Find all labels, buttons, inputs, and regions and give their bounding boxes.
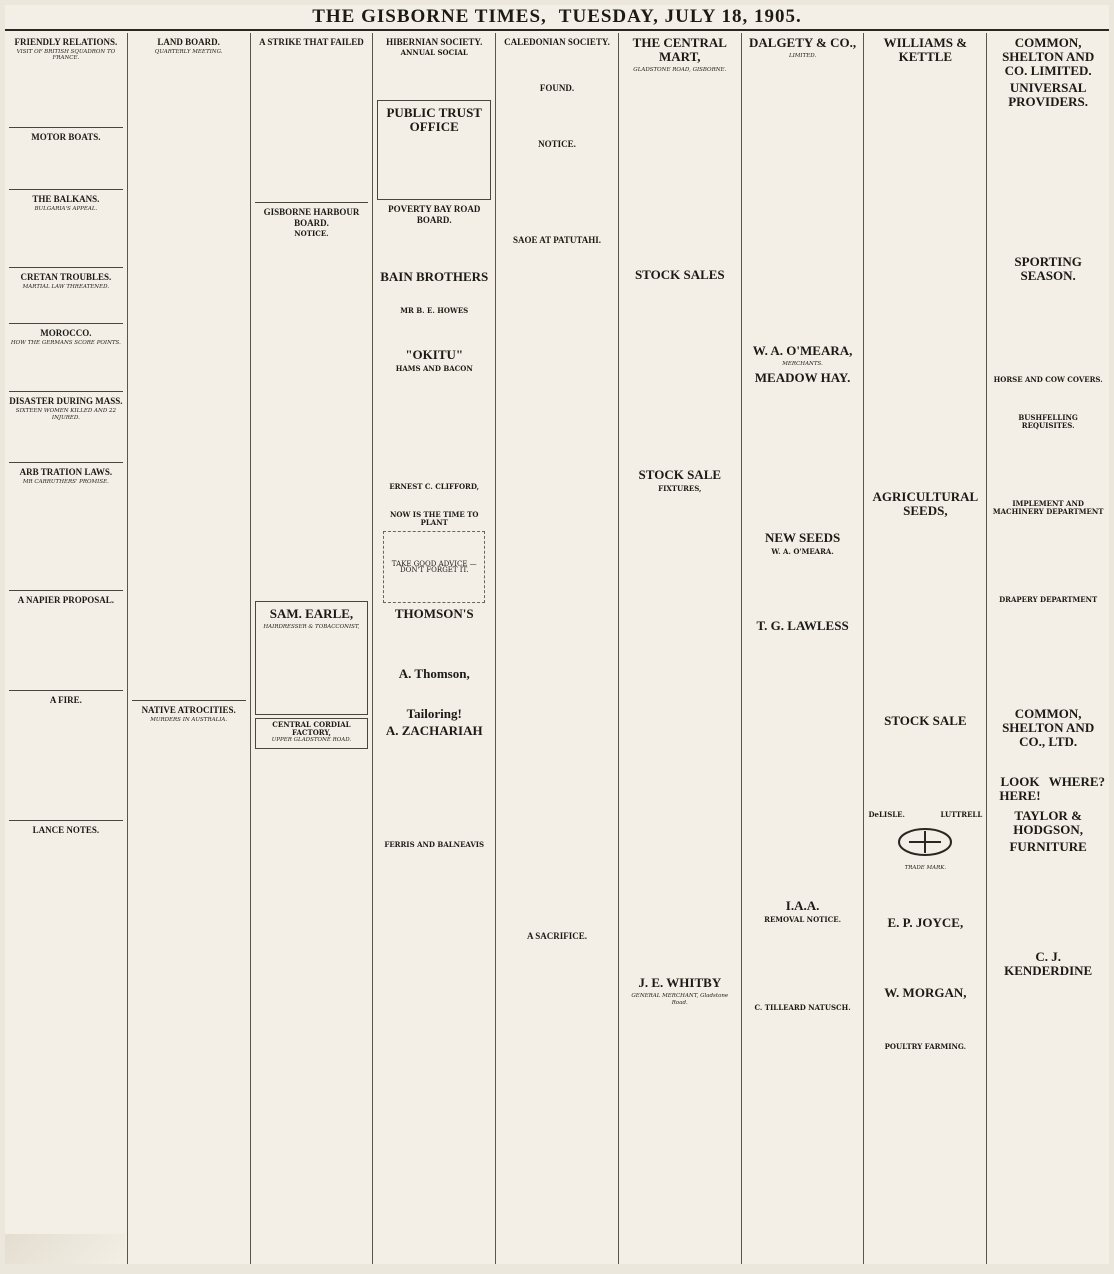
ad-title: THE CENTRAL MART,	[632, 35, 727, 64]
headline: FRIENDLY RELATIONS.	[14, 37, 118, 47]
trademark-row	[868, 811, 982, 819]
newspaper-page	[5, 5, 1109, 1264]
ad-subtitle: LIMITED.	[788, 53, 817, 59]
headline: DISASTER DURING MASS.	[9, 396, 123, 407]
ad-title: BUSHFELLING REQUISITES.	[1018, 413, 1078, 430]
headline: A FIRE.	[49, 695, 82, 706]
column-3	[251, 33, 374, 1264]
headline: POVERTY BAY ROAD BOARD.	[388, 204, 481, 225]
subheadline: VISIT OF BRITISH SQUADRON TO FRANCE.	[16, 49, 116, 62]
headline: ARB TRATION LAWS.	[19, 467, 113, 478]
headline: THE BALKANS.	[32, 193, 100, 204]
headline: MOROCCO.	[40, 328, 92, 339]
subheadline: QUARTERLY MEETING.	[154, 49, 223, 55]
ad-subtitle: GLADSTONE ROAD, GISBORNE.	[633, 67, 727, 73]
ad-title: STOCK SALES	[634, 267, 725, 283]
ad-title: COMMON, SHELTON AND CO., LTD.	[1002, 706, 1095, 749]
ad-title: BAIN BROTHERS	[380, 269, 489, 284]
brand-name: DeLISLE.	[868, 810, 905, 819]
subheadline: HOW THE GERMANS SCORE POINTS.	[10, 340, 121, 347]
ad-title: IMPLEMENT AND MACHINERY DEPARTMENT	[992, 499, 1104, 516]
ad-subtitle: UPPER GLADSTONE ROAD.	[271, 737, 352, 744]
look-here-row	[991, 772, 1105, 806]
headline: NATIVE ATROCITIES.	[141, 705, 236, 716]
ad-subtitle: FIXTURES,	[658, 484, 702, 494]
ad-subtitle: W. A. O'MEARA.	[771, 546, 834, 556]
ad-title: C. TILLEARD NATUSCH.	[754, 1002, 851, 1012]
ad-title: MR B. E. HOWES	[400, 306, 469, 315]
masthead	[5, 5, 1109, 31]
ad-title: NEW SEEDS	[764, 529, 841, 545]
subheadline: MR CARRUTHERS' PROMISE.	[22, 479, 109, 486]
ad-title: "OKITU"	[405, 347, 464, 362]
subheadline: SIXTEEN WOMEN KILLED AND 22 INJURED.	[15, 408, 116, 421]
ad-subtitle: MERCHANTS.	[782, 361, 823, 368]
subheadline: MURDERS IN AUSTRALIA.	[150, 717, 228, 724]
ad-title: LOOK HERE!	[999, 774, 1041, 803]
ad-title: THOMSON'S	[394, 606, 474, 621]
headline: A STRIKE THAT FAILED	[259, 37, 364, 47]
ad-title: STOCK SALE	[884, 713, 967, 728]
ad-title: ERNEST C. CLIFFORD,	[389, 482, 480, 491]
ad-title: A. Thomson,	[398, 666, 470, 681]
ad-cordial-factory	[255, 718, 369, 748]
ad-title: NOW IS THE TIME TO PLANT	[390, 510, 479, 527]
ad-subtitle: HAIRDRESSER & TOBACCONIST,	[263, 624, 360, 630]
columns	[5, 33, 1109, 1264]
ad-title: W. MORGAN,	[884, 985, 967, 1001]
column-8	[864, 33, 987, 1264]
ad-title: C. J. KENDERDINE	[1004, 949, 1093, 978]
ad-title: DRAPERY DEPARTMENT	[999, 595, 1098, 604]
trade-mark-emblem	[888, 822, 962, 862]
masthead-title: THE GISBORNE TIMES,	[312, 6, 547, 27]
headline: GISBORNE HARBOUR BOARD.	[263, 207, 360, 228]
ad-title: AGRICULTURAL SEEDS,	[872, 489, 979, 518]
headline: CRETAN TROUBLES.	[20, 271, 112, 282]
column-1	[5, 33, 128, 1264]
masthead-date: TUESDAY, JULY 18, 1905.	[558, 6, 802, 27]
headline: A NAPIER PROPOSAL.	[17, 595, 115, 606]
headline: LANCE NOTES.	[32, 825, 100, 836]
column-5	[496, 33, 619, 1264]
ad-title: TAYLOR & HODGSON,	[1013, 808, 1083, 837]
ad-title: SAM. EARLE,	[269, 606, 354, 621]
ad-title: W. A. O'MEARA,	[752, 343, 853, 359]
ad-title: J. E. WHITBY	[638, 975, 722, 991]
column-9	[987, 33, 1109, 1264]
ad-title: MEADOW HAY.	[754, 369, 851, 385]
ad-title: STOCK SALE	[638, 467, 722, 483]
subheadline: BULGARIA'S APPEAL.	[34, 205, 98, 212]
column-6	[619, 33, 742, 1264]
ad-title: UNIVERSAL PROVIDERS.	[1008, 80, 1089, 109]
ad-title: DALGETY & CO.,	[749, 35, 857, 50]
trade-mark-label: TRADE MARK.	[904, 865, 947, 871]
ad-title: E. P. JOYCE,	[887, 915, 964, 931]
ad-public-trust	[377, 100, 491, 200]
notice-label: NOTICE.	[294, 229, 329, 238]
column-7	[742, 33, 865, 1264]
ad-subtitle: GENERAL MERCHANT, Gladstone Road.	[631, 993, 729, 1006]
advice-illustration: TAKE GOOD ADVICE — DON'T FORGET IT.	[383, 531, 485, 603]
ad-title: CENTRAL CORDIAL FACTORY,	[272, 720, 351, 738]
headline: CALEDONIAN SOCIETY.	[504, 37, 610, 47]
ad-subtitle: FURNITURE	[1009, 839, 1087, 854]
ad-title: SPORTING SEASON.	[1014, 254, 1082, 283]
ad-title: FERRIS AND BALNEAVIS	[384, 840, 485, 849]
headline: FOUND.	[539, 83, 575, 93]
ad-title: Tailoring!	[406, 706, 462, 721]
ad-title: WILLIAMS & KETTLE	[883, 35, 968, 64]
ad-subtitle: REMOVAL NOTICE.	[764, 914, 842, 924]
ad-subtitle: HAMS AND BACON	[395, 364, 473, 373]
subheadline: MARTIAL LAW THREATENED.	[22, 283, 110, 290]
ad-sam-earle	[255, 601, 369, 715]
ad-title: COMMON, SHELTON AND CO. LIMITED.	[1002, 35, 1095, 78]
brand-name: LUTTRELL	[940, 810, 983, 819]
ad-title: I.A.A.	[785, 897, 820, 913]
headline: SAOE AT PATUTAHI.	[513, 235, 601, 245]
ad-title: HORSE AND COW COVERS.	[993, 375, 1103, 384]
ad-title: WHERE?	[1048, 774, 1106, 789]
column-2	[128, 33, 251, 1264]
headline: NOTICE.	[538, 139, 576, 149]
column-4	[373, 33, 496, 1264]
subheadline: ANNUAL SOCIAL	[400, 48, 468, 57]
ad-title: POULTRY FARMING.	[884, 1042, 967, 1052]
headline: LAND BOARD.	[157, 37, 220, 47]
headline: HIBERNIAN SOCIETY.	[386, 37, 483, 47]
ad-title: T. G. LAWLESS	[756, 617, 849, 633]
ad-title: PUBLIC TRUST OFFICE	[386, 105, 482, 134]
ad-title: A. ZACHARIAH	[385, 723, 483, 738]
headline: MOTOR BOATS.	[31, 131, 101, 142]
torn-corner	[5, 1234, 125, 1264]
headline: A SACRIFICE.	[527, 931, 588, 941]
